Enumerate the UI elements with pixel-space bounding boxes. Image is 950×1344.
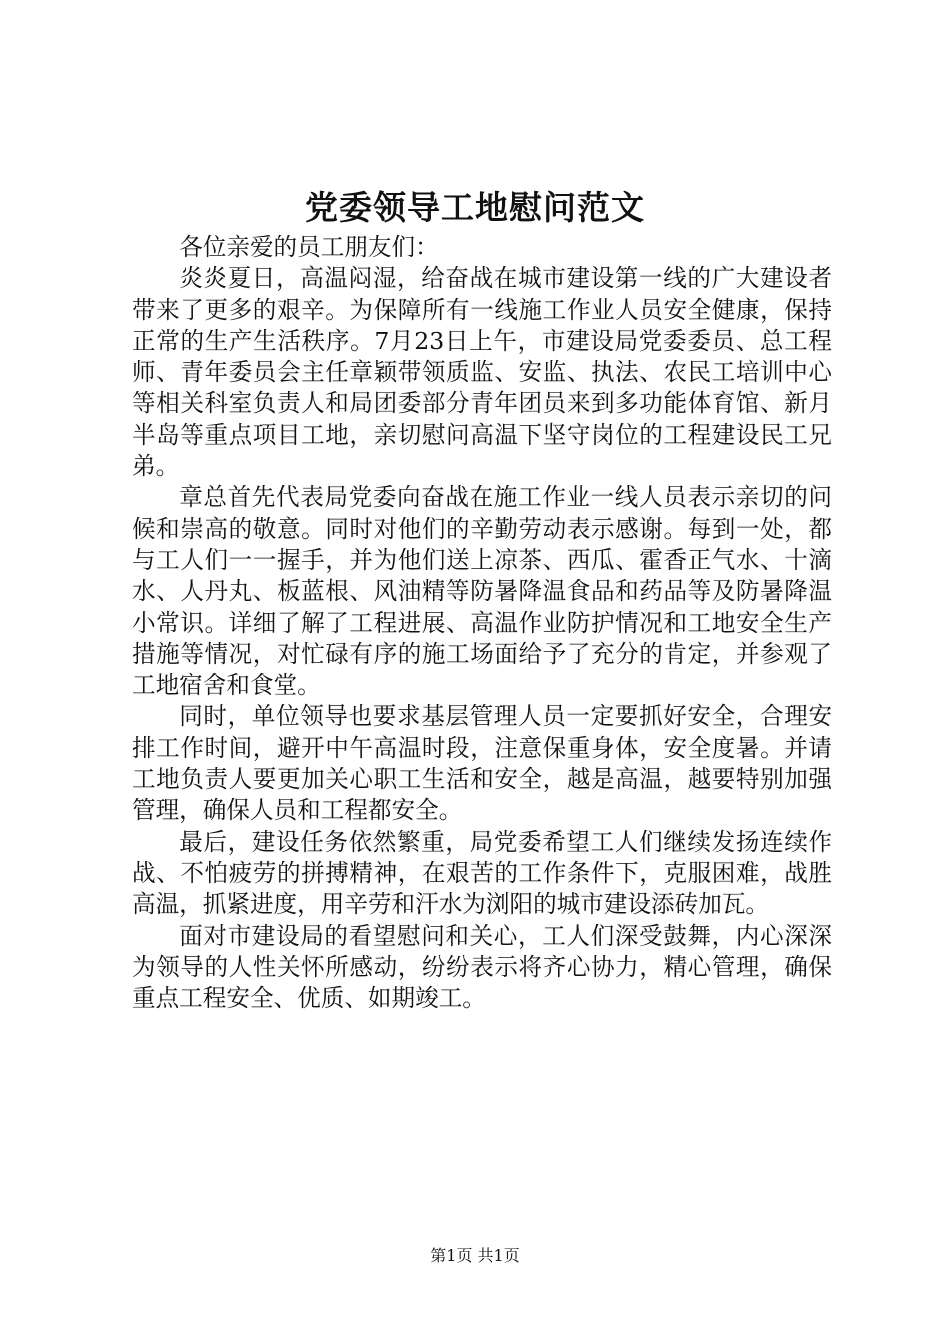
body-paragraph: 章总首先代表局党委向奋战在施工作业一线人员表示亲切的问候和崇高的敬意。同时对他们的辛勤劳动表示感谢。每到一处，都与工人们一一握手，并为他们送上凉茶、西瓜、霍香正气水、十滴水、人丹丸、板蓝根、风油精等防暑降温食品和药品等及防暑降温小常识。详细了解了工程进展、高温作业防护情况和工地安全生产措施等情况，对忙碌有序的施工场面给予了充分的肯定，并参观了工地宿舍和食堂。 (132, 483, 832, 700)
body-paragraph: 面对市建设局的看望慰问和关心，工人们深受鼓舞，内心深深为领导的人性关怀所感动，纷纷表示将齐心协力，精心管理，确保重点工程安全、优质、如期竣工。 (132, 921, 832, 1013)
body-paragraph: 炎炎夏日，高温闷湿，给奋战在城市建设第一线的广大建设者带来了更多的艰辛。为保障所有一线施工作业人员安全健康，保持正常的生产生活秩序。7月23日上午，市建设局党委委员、总工程师、青年委员会主任章颖带领质监、安监、执法、农民工培训中心等相关科室负责人和局团委部分青年团员来到多功能体育馆、新月半岛等重点项目工地，亲切慰问高温下坚守岗位的工程建设民工兄弟。 (132, 264, 832, 481)
page-number-footer: 第1页 共1页 (430, 1246, 520, 1265)
document-body (132, 232, 832, 1014)
document-title: 党委领导工地慰问范文 (305, 188, 645, 227)
salutation-paragraph: 各位亲爱的员工朋友们： (179, 233, 439, 261)
body-paragraph: 最后，建设任务依然繁重，局党委希望工人们继续发扬连续作战、不怕疲劳的拼搏精神，在艰苦的工作条件下，克服困难，战胜高温，抓紧进度，用辛劳和汗水为浏阳的城市建设添砖加瓦。 (132, 827, 832, 919)
body-paragraph: 同时，单位领导也要求基层管理人员一定要抓好安全，合理安排工作时间，避开中午高温时段，注意保重身体，安全度暑。并请工地负责人要更加关心职工生活和安全，越是高温，越要特别加强管理，确保人员和工程都安全。 (132, 702, 832, 825)
